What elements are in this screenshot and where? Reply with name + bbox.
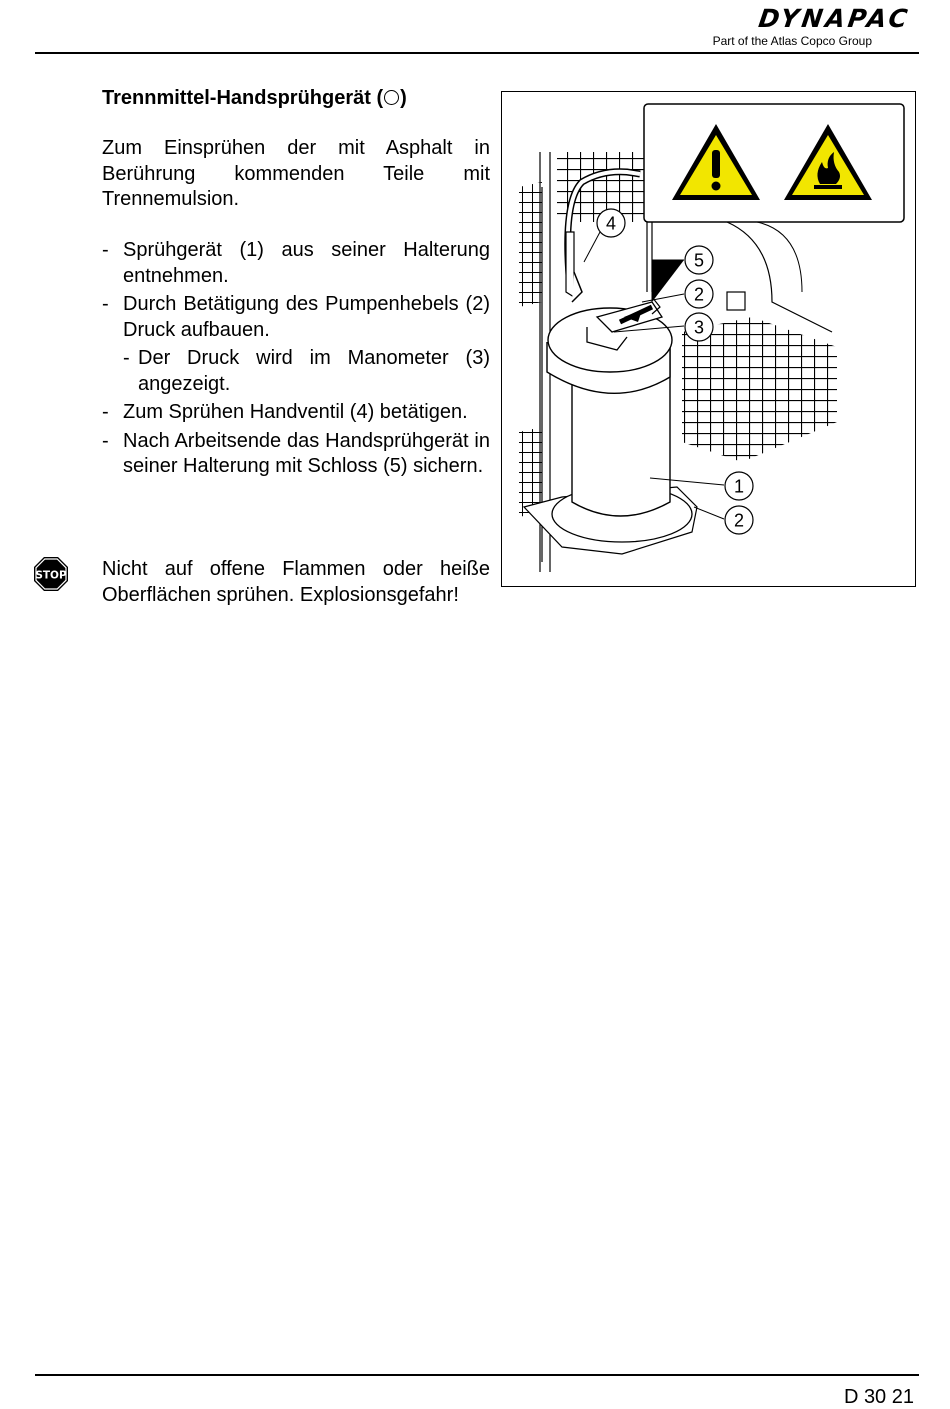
list-item: [102, 346, 490, 397]
list-item-text: Zum Sprühen Handventil (4) betätigen.: [123, 401, 468, 423]
section-title: [102, 87, 502, 110]
header-rule: [35, 52, 919, 54]
list-item: [102, 238, 490, 289]
list-marker: -: [123, 347, 130, 369]
list-marker: -: [102, 401, 109, 423]
stop-label: STOP: [35, 569, 67, 582]
list-item-text: Der Druck wird im Manometer (3) angezeigt.: [138, 347, 490, 395]
callout-4: [597, 209, 625, 237]
title-text: Trennmittel-Handsprühgerät (: [102, 87, 384, 109]
callout-label: 3: [693, 317, 705, 338]
callout-label: 1: [733, 476, 745, 497]
callout-label: 2: [693, 284, 705, 305]
list-item-text: Nach Arbeitsende das Handsprühgerät in seiner Halterung mit Schloss (5) sichern.: [123, 429, 490, 477]
callout-2-holder: [725, 506, 753, 534]
footer-rule: [35, 1374, 919, 1376]
list-marker: -: [102, 293, 109, 315]
warning-sign-panel: [644, 104, 904, 222]
title-close: ): [400, 87, 407, 109]
list-item: [102, 400, 490, 426]
optional-equipment-icon: [384, 90, 399, 105]
list-item: [102, 429, 490, 480]
illustration-drawing: [502, 92, 915, 586]
brand-name: DYNAPAC: [756, 4, 913, 33]
sprayer-illustration: [501, 91, 916, 587]
brand-logo: [686, 4, 913, 52]
brand-tagline: Part of the Atlas Copco Group: [712, 34, 872, 48]
callout-label: 4: [605, 213, 617, 234]
list-item-text: Sprühgerät (1) aus seiner Halterung entnehmen.: [123, 239, 490, 287]
list-item-text: Durch Betätigung des Pumpenhebels (2) Druck aufbauen.: [123, 293, 490, 341]
callout-label: 5: [693, 250, 705, 271]
callout-1: [725, 472, 753, 500]
callout-5: [685, 246, 713, 274]
list-item: [102, 292, 490, 343]
callout-2-pump: [685, 280, 713, 308]
list-marker: -: [102, 239, 109, 261]
callout-3: [685, 313, 713, 341]
grate-left-upper: [519, 182, 542, 307]
stop-icon: [33, 556, 69, 592]
list-marker: -: [102, 429, 109, 452]
warning-paragraph: Nicht auf offene Flammen oder heiße Oberflächen sprühen. Explosionsgefahr!: [102, 558, 490, 606]
intro-paragraph: Zum Einsprühen der mit Asphalt in Berührung kommenden Teile mit Trennemulsion.: [102, 137, 490, 210]
instruction-list: [102, 238, 490, 483]
callout-label: 2: [733, 510, 745, 531]
page-number: D 30 21: [843, 1386, 914, 1408]
